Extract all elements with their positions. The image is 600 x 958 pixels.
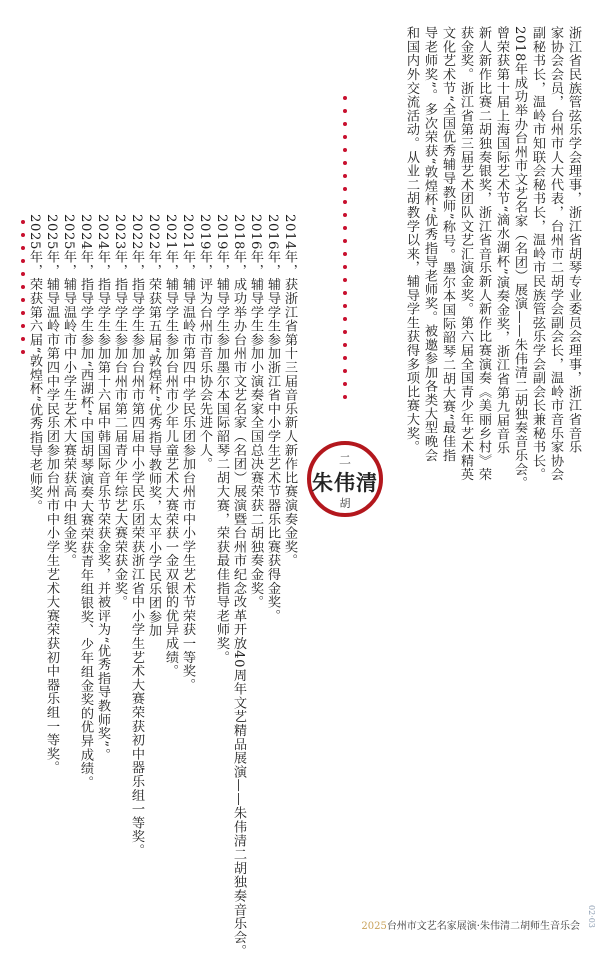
seal-top-character: 二 <box>338 453 351 467</box>
divider-dot <box>21 246 25 250</box>
page-numbers: 02·03 <box>587 905 596 928</box>
divider-dot <box>343 187 347 191</box>
divider-dot <box>343 304 347 308</box>
bio-column: 家协会会员，台州市人大代表，台州市二胡学会副会长，温岭市音乐家协会 <box>548 26 563 482</box>
divider-dot <box>21 350 25 354</box>
divider-dot <box>21 259 25 263</box>
divider-dot <box>343 135 347 139</box>
award-column: 2025年，辅导温岭市第四中学民乐团参加台州市中小学生艺术大赛荣获初中器乐组一等奖。 <box>44 214 59 775</box>
divider-dot <box>343 213 347 217</box>
award-column: 2023年，指导学生参加台州市第二届青少年综艺大赛荣获金奖。 <box>112 214 127 609</box>
award-column: 2021年，辅导温岭市第四中学民乐团参加台州市中小学生艺术节荣获一等奖。 <box>180 214 195 692</box>
bio-column: 新人新作比赛二胡独奏银奖，浙江省音乐新人新作比赛演奏《美丽乡村》荣 <box>476 26 491 482</box>
divider-dot <box>343 317 347 321</box>
bio-column: 导老师奖”。多次荣获“敦煌杯”优秀指导老师奖。被邀参加各类大型晚会 <box>422 26 437 463</box>
divider-dot <box>343 109 347 113</box>
bio-column: 浙江省民族管弦乐学会理事，浙江省胡琴专业委员会理事，浙江省音乐 <box>566 26 581 454</box>
divider-dot <box>343 161 347 165</box>
award-column: 2024年，指导学生参加“西湖杯”中国胡琴演奏大赛荣获青年组银奖、少年组金奖的优异成绩。 <box>78 214 93 790</box>
divider-dot <box>343 291 347 295</box>
seal-bottom-character: 胡 <box>339 497 351 510</box>
divider-dot <box>21 233 25 237</box>
divider-dot <box>343 96 347 100</box>
award-column: 2016年，辅导学生参加小演奏家全国总决赛荣获二胡独奏金奖。 <box>248 214 263 609</box>
divider-dot <box>343 200 347 204</box>
award-column: 2025年，荣获第六届“敦煌杯”优秀指导老师奖。 <box>27 214 42 514</box>
divider-dot <box>343 174 347 178</box>
bio-column: 副秘书长，温岭市知联会秘书长，温岭市民族管弦乐学会副会长兼秘书长。 <box>530 26 545 482</box>
award-column: 2022年，指导学生参加台州市第四届中小学民乐团荣获浙江省中小学生艺术大赛荣获初中器乐组一等奖。 <box>129 214 144 858</box>
divider-dot <box>343 382 347 386</box>
bio-column: 曾荣获第十届上海国际艺术节“滴水湖杯”演奏金奖，浙江省第九届音乐 <box>494 26 509 455</box>
divider-dot <box>343 356 347 360</box>
divider-dot <box>343 226 347 230</box>
award-column: 2016年，辅导学生参加浙江省中小学生艺术节器乐比赛获得金奖。 <box>265 214 280 623</box>
footer-year: 2025 <box>361 921 387 932</box>
divider-dot <box>21 311 25 315</box>
award-column: 2021年，辅导学生参加台州市少年儿童艺术大赛荣获一金双银的优异成绩。 <box>163 214 178 678</box>
award-column: 2018年，成功举办台州市文艺名家（名团）展演暨台州市纪念改革开放40周年文艺精品展演——朱伟清二胡独奏音乐会。 <box>231 214 246 958</box>
award-column: 2019年，辅导学生参加墨尔本国际韶琴二胡大赛，荣获最佳指导老师奖。 <box>214 214 229 664</box>
divider-dot <box>21 298 25 302</box>
award-column: 2025年，辅导温岭市中小学生艺术大赛荣获高中组金奖。 <box>61 214 76 568</box>
divider-dot <box>21 285 25 289</box>
divider-dot <box>21 324 25 328</box>
divider-dot <box>343 239 347 243</box>
footer-text: 台州市文艺名家展演·朱伟清二胡师生音乐会 <box>386 921 580 932</box>
footer-title <box>290 917 580 932</box>
divider-dot <box>343 265 347 269</box>
award-column: 2024年，指导学生参加第十六届中韩国际音乐节荣获金奖，并被评为“优秀指导教师奖”。 <box>95 214 110 762</box>
bio-column: 2018年成功举办台州市文艺名家（名团）展演——朱伟清二胡独奏音乐会。 <box>512 26 527 490</box>
divider-dot <box>343 330 347 334</box>
award-column: 2019年，评为台州市音乐协会先进个人。 <box>197 214 212 471</box>
divider-dot <box>343 369 347 373</box>
bio-column: 获金奖。浙江省第三届艺术团队文艺汇演金奖。第六届全国青少年艺术精英 <box>458 26 473 482</box>
divider-dot <box>343 343 347 347</box>
divider-dot <box>21 220 25 224</box>
name-seal <box>307 441 383 517</box>
award-column: 2022年，荣获第五届“敦煌杯”优秀指导教师奖，太平小学民乐团参加 <box>146 214 161 638</box>
divider-dot <box>343 252 347 256</box>
bio-column: 文化艺术节“全国优秀辅导教师”称号。墨尔本国际韶琴二胡大赛“最佳指 <box>440 26 455 463</box>
performer-name: 朱伟清 <box>312 470 378 495</box>
award-column: 2014年，获浙江省第十三届音乐新人新作比赛演奏金奖。 <box>282 214 297 568</box>
divider-dot <box>343 122 347 126</box>
bio-column: 和国内外交流活动。从业二胡教学以来，辅导学生获得多项比赛大奖。 <box>404 26 419 454</box>
divider-dot <box>343 395 347 399</box>
divider-dot <box>21 337 25 341</box>
divider-dot <box>343 148 347 152</box>
divider-dot <box>343 278 347 282</box>
divider-dot <box>21 272 25 276</box>
